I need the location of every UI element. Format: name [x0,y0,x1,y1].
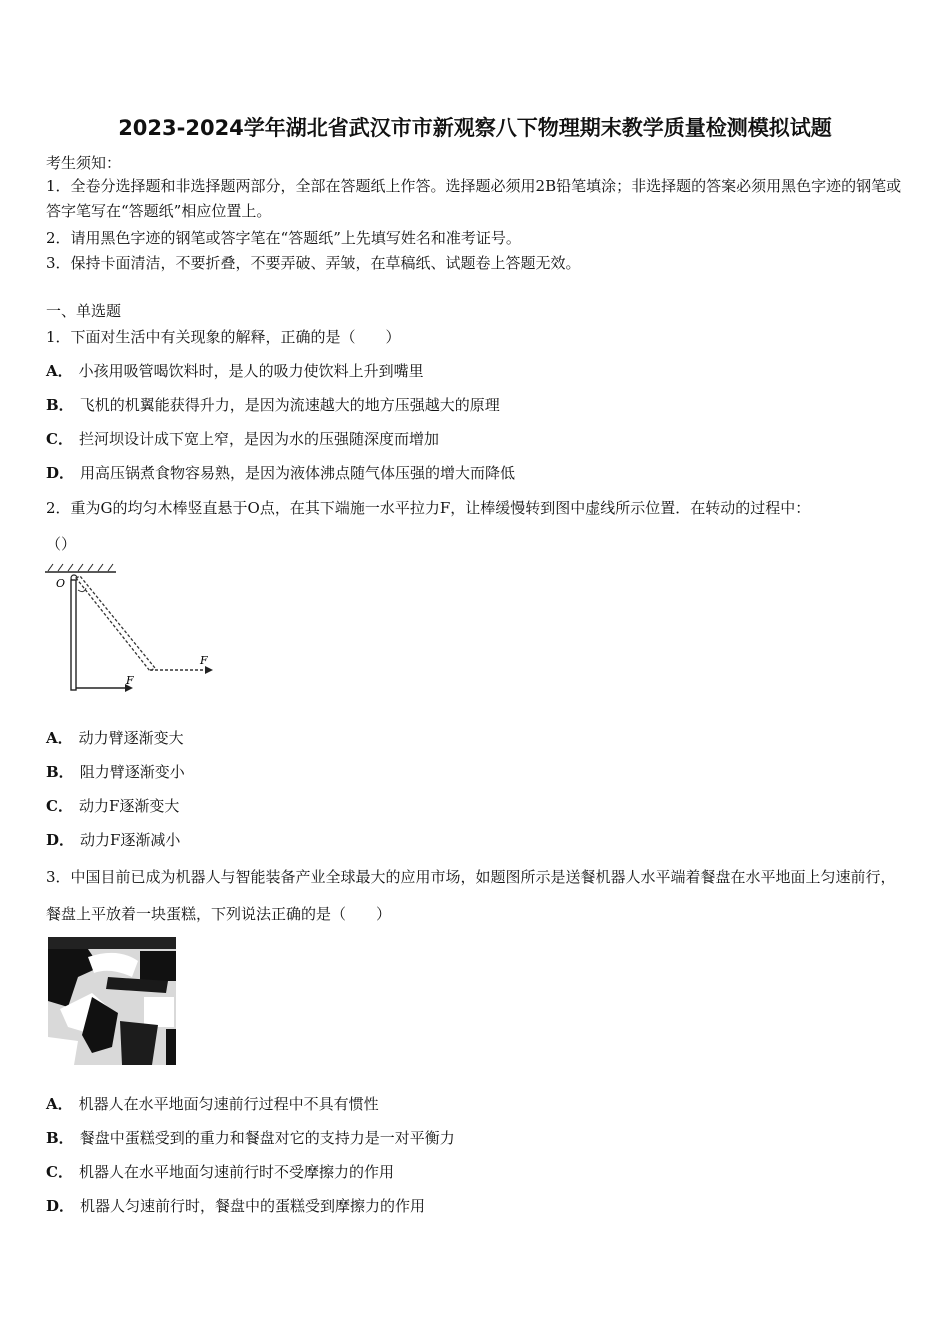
lever-diagram [40,560,225,700]
pivot-label-o: O [56,577,66,590]
notice-item-3: 3．保持卡面清洁，不要折叠，不要弄破、弄皱，在草稿纸、试题卷上答题无效。 [46,254,581,272]
q2-option-d[interactable]: D． 动力F逐渐减小 [46,831,181,849]
question-3-stem: 3．中国目前已成为机器人与智能装备产业全球最大的应用市场，如题图所示是送餐机器人水平端着餐盘在水平地面上匀速前行，餐盘上平放着一块蛋糕，下列说法正确的是（ ） [46,868,896,923]
q1-option-a[interactable]: A． 小孩用吸管喝饮料时，是人的吸力使饮料上升到嘴里 [46,362,424,380]
force-label-solid: F [126,674,134,687]
notice-heading: 考生须知： [46,154,122,172]
robot-photo [48,937,176,1065]
q2-option-b[interactable]: B． 阻力臂逐渐变小 [46,763,185,781]
q2-option-c[interactable]: C． 动力F逐渐变大 [46,797,180,815]
question-2-stem: 2．重为G的均匀木棒竖直悬于O点，在其下端施一水平拉力F，让棒缓慢转到图中虚线所示位置．在转动的过程中： [46,499,811,517]
force-label-dashed: F [200,654,208,667]
question-1-stem: 1．下面对生活中有关现象的解释，正确的是（ ） [46,328,401,346]
section-heading: 一、单选题 [46,302,122,320]
q2-option-a[interactable]: A． 动力臂逐渐变大 [46,729,184,747]
notice-item-1: 1．全卷分选择题和非选择题两部分，全部在答题纸上作答。选择题必须用2B铅笔填涂；非选择题的答案必须用黑色字迹的钢笔或答字笔写在“答题纸”相应位置上。 [46,177,902,220]
q3-option-a[interactable]: A． 机器人在水平地面匀速前行过程中不具有惯性 [46,1095,379,1113]
q1-option-b[interactable]: B． 飞机的机翼能获得升力，是因为流速越大的地方压强越大的原理 [46,396,500,414]
q1-option-d[interactable]: D． 用高压锅煮食物容易熟，是因为液体沸点随气体压强的增大而降低 [46,464,516,482]
q3-option-c[interactable]: C． 机器人在水平地面匀速前行时不受摩擦力的作用 [46,1163,394,1181]
exam-title: 2023-2024学年湖北省武汉市市新观察八下物理期末教学质量检测模拟试题 [118,116,832,140]
question-2-stem-tail: （） [46,535,77,553]
q1-option-c[interactable]: C． 拦河坝设计成下宽上窄，是因为水的压强随深度而增加 [46,430,439,448]
q3-option-d[interactable]: D． 机器人匀速前行时，餐盘中的蛋糕受到摩擦力的作用 [46,1197,426,1215]
notice-item-2: 2．请用黑色字迹的钢笔或答字笔在“答题纸”上先填写姓名和准考证号。 [46,229,521,247]
q3-option-b[interactable]: B． 餐盘中蛋糕受到的重力和餐盘对它的支持力是一对平衡力 [46,1129,455,1147]
